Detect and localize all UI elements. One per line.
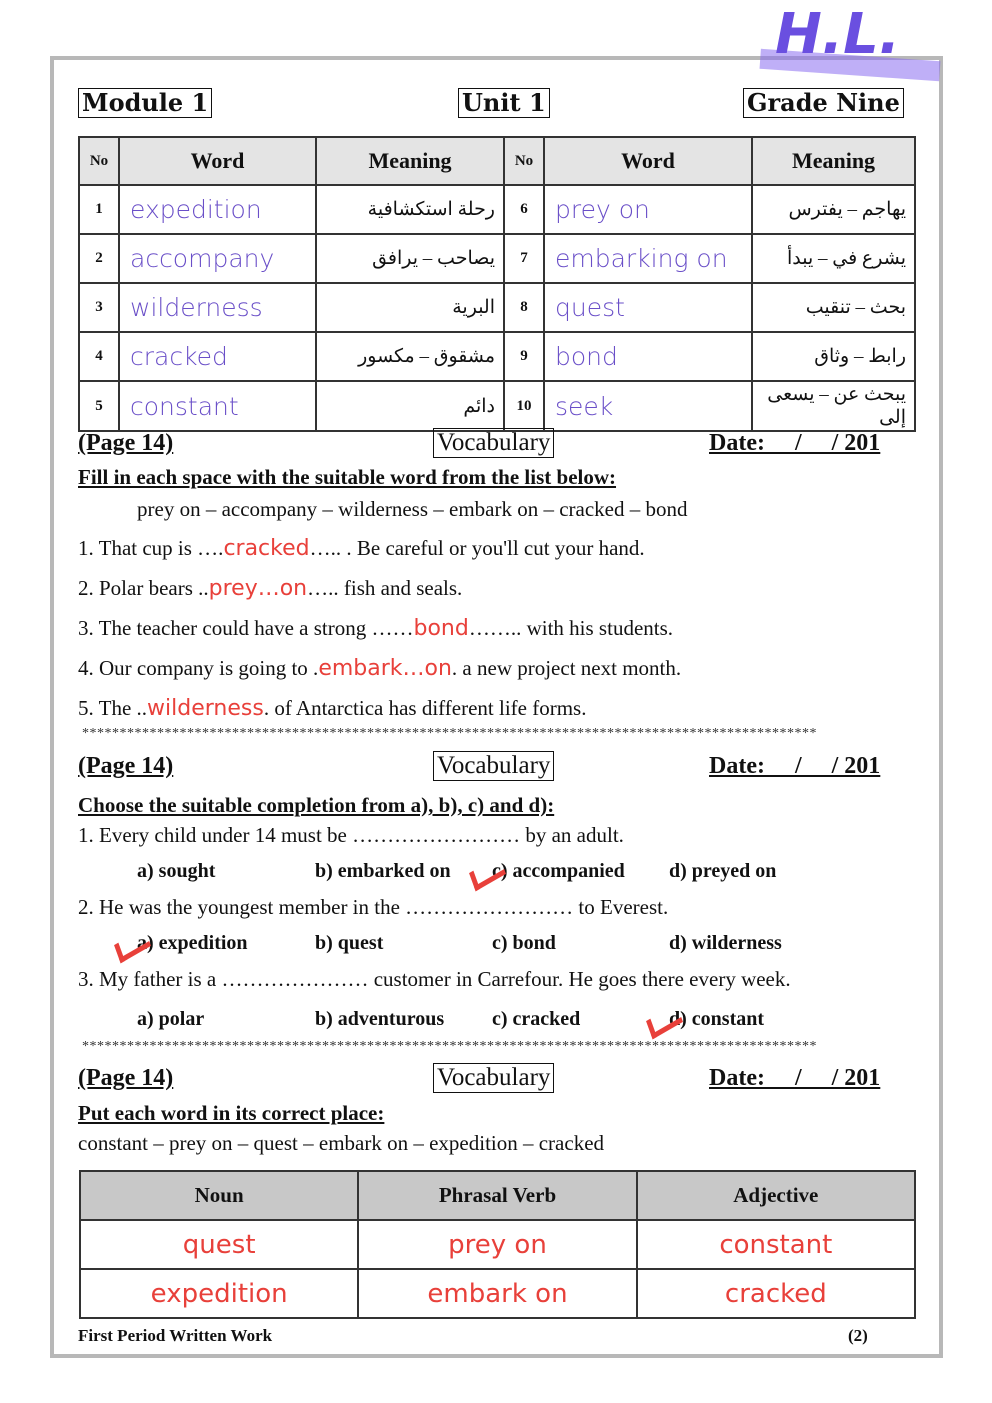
row-number: 10 xyxy=(504,381,544,431)
section-title: Vocabulary xyxy=(433,1063,554,1093)
footer-left: First Period Written Work xyxy=(78,1326,273,1345)
sentence-end: . a new project next month. xyxy=(451,656,682,680)
row-number: 3 xyxy=(79,283,119,332)
row-number: 8 xyxy=(504,283,544,332)
fill-in-item xyxy=(78,576,462,601)
page-reference: (Page 14) xyxy=(78,753,174,779)
section-title: Vocabulary xyxy=(433,751,554,781)
date-field: Date: / / 201 xyxy=(709,753,881,779)
sentence-start: 2. Polar bears .. xyxy=(78,576,209,600)
handwritten-answer: bond xyxy=(413,616,469,641)
exercise3-word-list: constant – prey on – quest – embark on – expedition – cracked xyxy=(78,1131,605,1155)
handwritten-answer: expedition xyxy=(80,1269,358,1318)
exercise1-word-list: prey on – accompany – wilderness – embark on – cracked – bond xyxy=(137,497,688,521)
row-number: 9 xyxy=(504,332,544,381)
word-cell: accompany xyxy=(119,234,316,283)
page-number: (2) xyxy=(848,1326,868,1345)
table-row xyxy=(80,1220,915,1269)
unit-label: Unit 1 xyxy=(458,88,550,118)
meaning-cell: يصاحب – يرافق xyxy=(316,234,504,283)
word-cell: cracked xyxy=(119,332,316,381)
section-title: Vocabulary xyxy=(433,428,554,458)
col-header: Noun xyxy=(80,1171,358,1220)
mcq-option[interactable]: d) wilderness xyxy=(669,932,782,954)
mcq-option[interactable]: c) accompanied xyxy=(492,860,625,882)
word-cell: constant xyxy=(119,381,316,431)
table-row xyxy=(79,332,915,381)
meaning-cell: دائم xyxy=(316,381,504,431)
divider: ************************************************************************************************** xyxy=(82,726,817,741)
meaning-cell: مشقوق – مكسور xyxy=(316,332,504,381)
word-cell: quest xyxy=(544,283,752,332)
row-number: 7 xyxy=(504,234,544,283)
sentence-end: . of Antarctica has different life forms. xyxy=(263,696,587,720)
sentence-start: 3. The teacher could have a strong …… xyxy=(78,616,414,640)
sentence-end: ….. fish and seals. xyxy=(307,576,463,600)
mcq-option[interactable]: a) expedition xyxy=(137,932,248,954)
meaning-cell: يشرع في – يبدأ xyxy=(752,234,915,283)
divider: ************************************************************************************************** xyxy=(82,1039,817,1054)
sentence-start: 1. That cup is …. xyxy=(78,536,224,560)
handwritten-answer: wilderness xyxy=(147,696,264,721)
vocabulary-table xyxy=(78,136,916,432)
mcq-option[interactable]: d) constant xyxy=(669,1008,765,1030)
mcq-option[interactable]: c) bond xyxy=(492,932,556,954)
exercise2-instruction: Choose the suitable completion from a), b), c) and d): xyxy=(78,793,555,817)
mcq-option[interactable]: a) sought xyxy=(137,860,216,882)
col-header: Meaning xyxy=(316,137,504,185)
sentence-start: 5. The .. xyxy=(78,696,148,720)
mcq-option[interactable]: b) adventurous xyxy=(315,1008,445,1030)
fill-in-item xyxy=(78,696,586,721)
fill-in-item xyxy=(78,536,645,561)
grade-label: Grade Nine xyxy=(743,88,904,118)
mcq-option[interactable]: b) embarked on xyxy=(315,860,451,882)
col-header: Meaning xyxy=(752,137,915,185)
mcq-question: 3. My father is a ………………… customer in Carrefour. He goes there every week. xyxy=(78,967,791,991)
exercise3-instruction: Put each word in its correct place: xyxy=(78,1101,385,1125)
col-header: Phrasal Verb xyxy=(358,1171,636,1220)
sentence-end: ….. . Be careful or you'll cut your hand. xyxy=(309,536,645,560)
word-cell: expedition xyxy=(119,185,316,234)
table-row xyxy=(79,234,915,283)
handwritten-answer: embark…on xyxy=(318,656,452,681)
handwritten-answer: cracked xyxy=(223,536,310,561)
table-row xyxy=(79,381,915,431)
row-number: 2 xyxy=(79,234,119,283)
handwritten-answer: prey…on xyxy=(208,576,308,601)
meaning-cell: يبحث عن – يسعى إلى xyxy=(752,381,915,431)
date-field: Date: / / 201 xyxy=(709,430,881,456)
word-cell: seek xyxy=(544,381,752,431)
row-number: 6 xyxy=(504,185,544,234)
page-reference: (Page 14) xyxy=(78,430,174,456)
col-header: No xyxy=(504,137,544,185)
mcq-option[interactable]: d) preyed on xyxy=(669,860,777,882)
table-row xyxy=(79,283,915,332)
fill-in-item xyxy=(78,656,681,681)
classification-table xyxy=(79,1170,916,1319)
row-number: 5 xyxy=(79,381,119,431)
row-number: 4 xyxy=(79,332,119,381)
word-cell: prey on xyxy=(544,185,752,234)
mcq-option[interactable]: b) quest xyxy=(315,932,384,954)
fill-in-item xyxy=(78,616,673,641)
word-cell: bond xyxy=(544,332,752,381)
mcq-question: 2. He was the youngest member in the …………………… to Everest. xyxy=(78,895,669,919)
meaning-cell: يهاجم – يفترس xyxy=(752,185,915,234)
handwritten-answer: cracked xyxy=(637,1269,915,1318)
meaning-cell: رحلة استكشافية xyxy=(316,185,504,234)
col-header: Word xyxy=(544,137,752,185)
sentence-end: …….. with his students. xyxy=(468,616,674,640)
date-field: Date: / / 201 xyxy=(709,1065,881,1091)
col-header: Word xyxy=(119,137,316,185)
mcq-option[interactable]: a) polar xyxy=(137,1008,205,1030)
meaning-cell: بحث – تنقيب xyxy=(752,283,915,332)
meaning-cell: البرية xyxy=(316,283,504,332)
row-number: 1 xyxy=(79,185,119,234)
handwritten-answer: prey on xyxy=(358,1220,636,1269)
handwritten-answer: constant xyxy=(637,1220,915,1269)
handwritten-mark: H.L. xyxy=(775,2,901,67)
mcq-option[interactable]: c) cracked xyxy=(492,1008,581,1030)
col-header: No xyxy=(79,137,119,185)
page-reference: (Page 14) xyxy=(78,1065,174,1091)
handwritten-answer: embark on xyxy=(358,1269,636,1318)
col-header: Adjective xyxy=(637,1171,915,1220)
word-cell: embarking on xyxy=(544,234,752,283)
exercise1-instruction: Fill in each space with the suitable word from the list below: xyxy=(78,465,617,489)
handwritten-answer: quest xyxy=(80,1220,358,1269)
module-label: Module 1 xyxy=(78,88,212,118)
sentence-start: 4. Our company is going to . xyxy=(78,656,319,680)
table-row xyxy=(80,1269,915,1318)
word-cell: wilderness xyxy=(119,283,316,332)
table-row xyxy=(79,185,915,234)
meaning-cell: رابط – وثاق xyxy=(752,332,915,381)
mcq-question: 1. Every child under 14 must be …………………… by an adult. xyxy=(78,823,624,847)
